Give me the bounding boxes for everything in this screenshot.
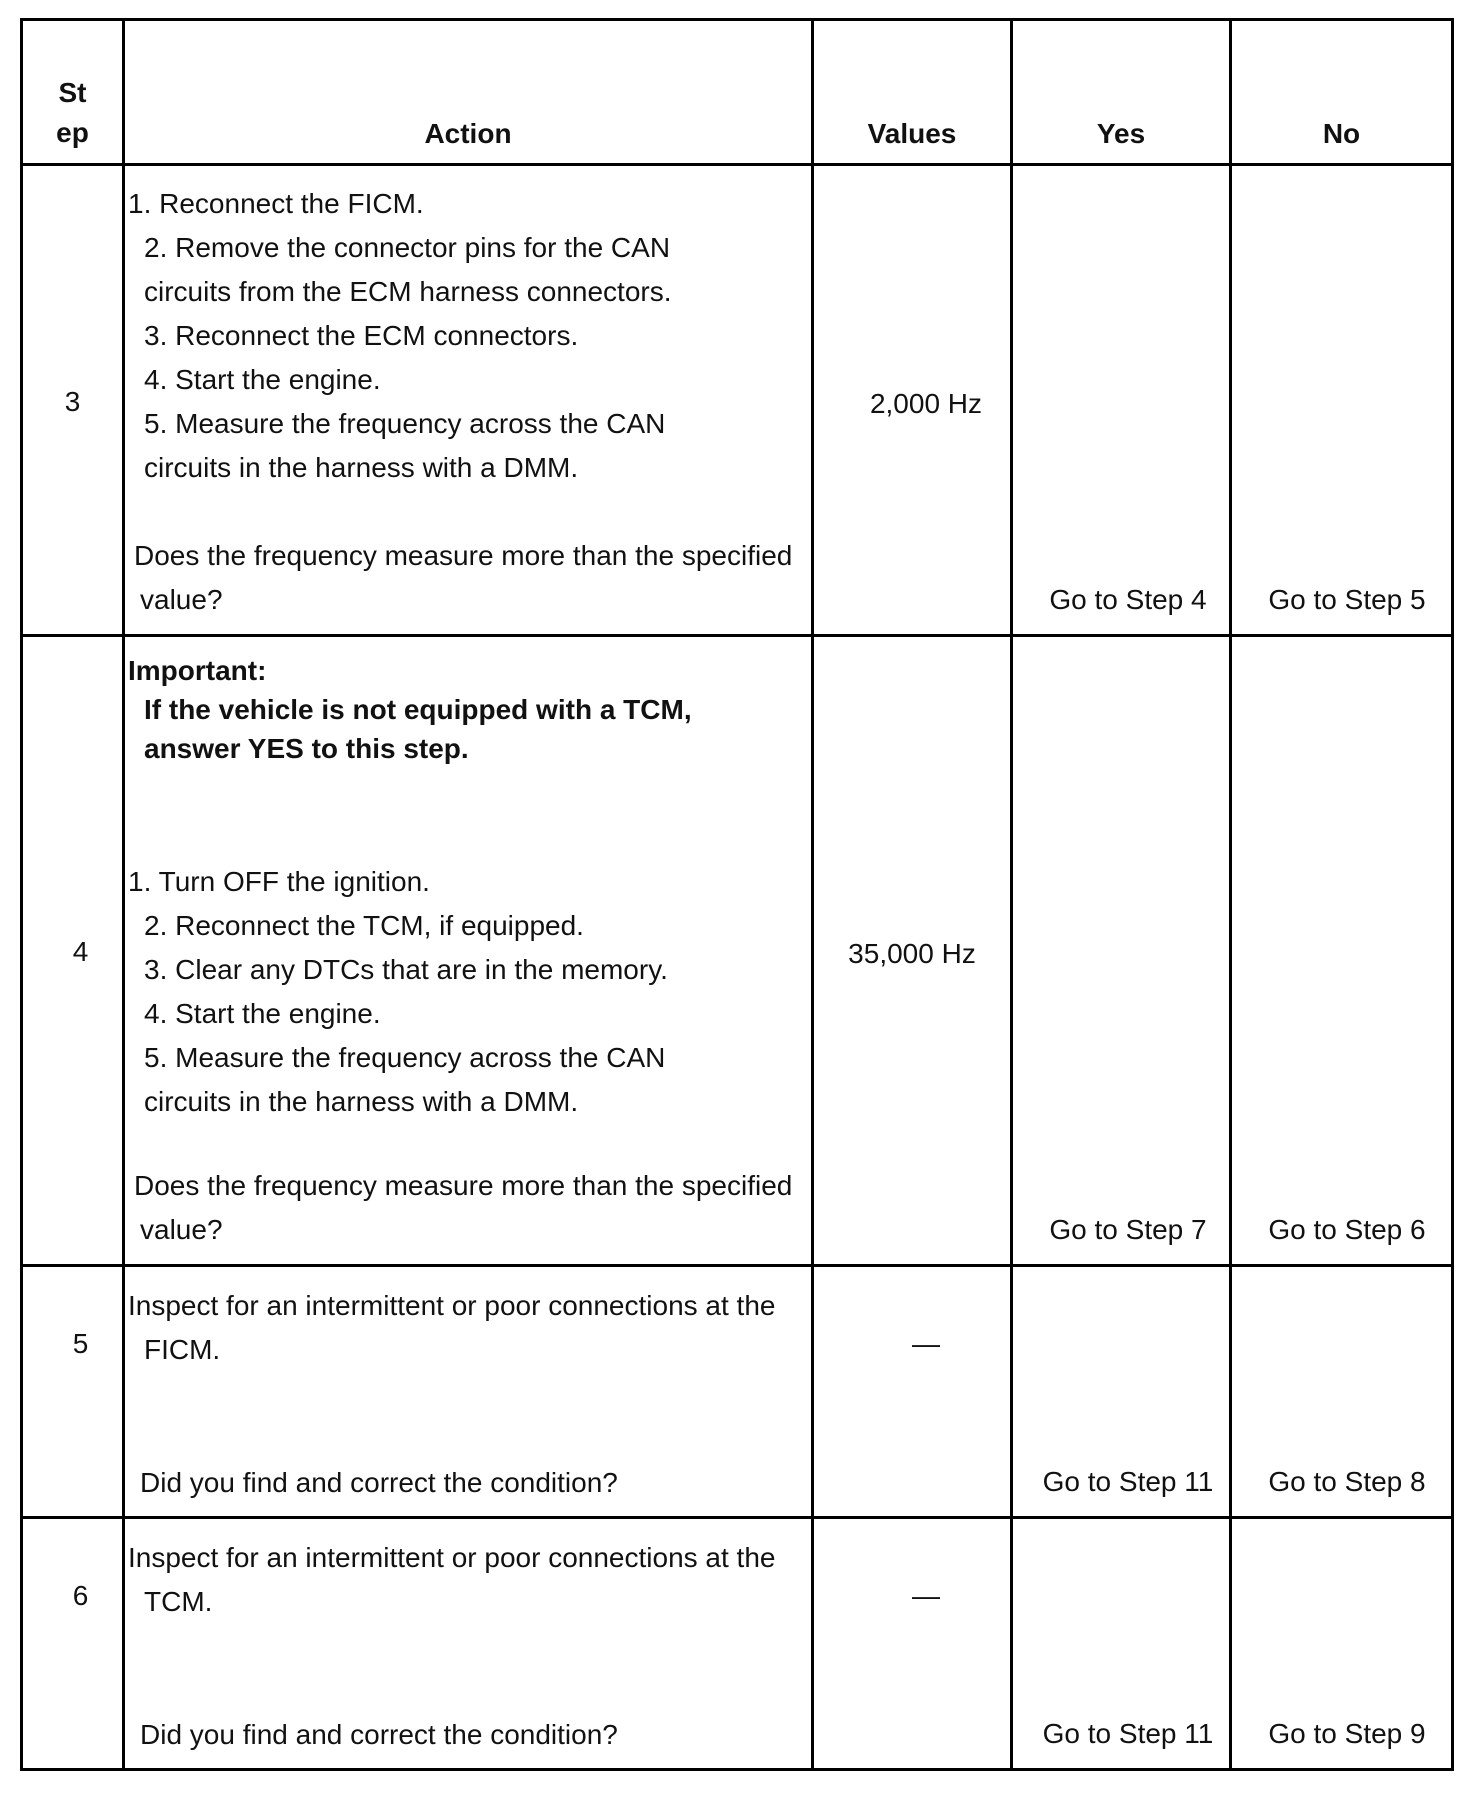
action-steps xyxy=(128,860,668,1124)
important-label: Important: xyxy=(128,655,267,686)
table-border-left xyxy=(20,18,23,1771)
yes-next-step: Go to Step 4 xyxy=(1049,584,1207,615)
yes-next-step: Go to Step 11 xyxy=(1042,1466,1214,1497)
step-number: 3 xyxy=(64,386,81,417)
step-number: 5 xyxy=(72,1328,89,1359)
no-next-step: Go to Step 9 xyxy=(1268,1718,1426,1749)
header-step xyxy=(23,73,122,153)
action-steps xyxy=(128,1536,775,1624)
action-line: 3. Reconnect the ECM connectors. xyxy=(144,320,579,351)
row-divider-header xyxy=(20,163,1454,166)
action-line: Inspect for an intermittent or poor connections at the xyxy=(128,1290,776,1321)
step-number: 6 xyxy=(72,1580,89,1611)
table-border-top xyxy=(20,18,1454,21)
yes-next-step: Go to Step 11 xyxy=(1042,1718,1214,1749)
important-line: If the vehicle is not equipped with a TCM, xyxy=(144,694,692,725)
yes-next-step: Go to Step 7 xyxy=(1049,1214,1207,1245)
column-divider-yes xyxy=(1229,18,1232,1771)
column-divider-values xyxy=(1010,18,1013,1771)
question-line: Did you find and correct the condition? xyxy=(140,1467,618,1498)
header-no: No xyxy=(1322,118,1361,149)
action-line: 1. Turn OFF the ignition. xyxy=(128,866,430,897)
important-line: answer YES to this step. xyxy=(144,733,469,764)
action-line: 4. Start the engine. xyxy=(144,364,381,395)
column-divider-step xyxy=(122,18,125,1771)
row-divider-step3 xyxy=(20,634,1454,637)
action-line: 1. Reconnect the FICM. xyxy=(128,188,424,219)
action-line: 5. Measure the frequency across the CAN xyxy=(144,408,666,439)
question-line: Does the frequency measure more than the specified xyxy=(134,1170,793,1201)
header-step-line2: ep xyxy=(56,117,89,148)
important-note xyxy=(128,651,692,768)
action-line: 2. Remove the connector pins for the CAN xyxy=(144,232,671,263)
action-line: 3. Clear any DTCs that are in the memory. xyxy=(144,954,668,985)
value: 2,000 Hz xyxy=(869,388,983,419)
action-line: 5. Measure the frequency across the CAN xyxy=(144,1042,666,1073)
action-line: circuits in the harness with a DMM. xyxy=(144,452,579,483)
row-divider-step5 xyxy=(20,1516,1454,1519)
value: 35,000 Hz xyxy=(848,938,976,969)
value: — xyxy=(912,1328,940,1359)
step-number: 4 xyxy=(72,936,89,967)
header-values: Values xyxy=(867,118,957,149)
action-steps xyxy=(128,1284,775,1372)
action-line: Inspect for an intermittent or poor connections at the xyxy=(128,1542,776,1573)
table-border-bottom xyxy=(20,1768,1454,1771)
question-line: Did you find and correct the condition? xyxy=(140,1719,618,1750)
question-line: value? xyxy=(140,1214,223,1245)
header-yes: Yes xyxy=(1096,118,1146,149)
action-question xyxy=(140,1713,618,1757)
no-next-step: Go to Step 8 xyxy=(1268,1466,1426,1497)
column-divider-action xyxy=(811,18,814,1771)
action-line: FICM. xyxy=(144,1334,221,1365)
value: — xyxy=(912,1580,940,1611)
question-line: value? xyxy=(140,584,223,615)
action-line: circuits in the harness with a DMM. xyxy=(144,1086,579,1117)
action-steps xyxy=(128,182,672,490)
no-next-step: Go to Step 6 xyxy=(1268,1214,1426,1245)
diagnostic-table xyxy=(20,18,1454,1771)
table-border-right xyxy=(1451,18,1454,1771)
action-line: 4. Start the engine. xyxy=(144,998,381,1029)
header-step-line1: St xyxy=(58,77,87,108)
no-next-step: Go to Step 5 xyxy=(1268,584,1426,615)
header-action: Action xyxy=(424,118,512,149)
action-line: TCM. xyxy=(144,1586,213,1617)
row-divider-step4 xyxy=(20,1264,1454,1267)
action-line: 2. Reconnect the TCM, if equipped. xyxy=(144,910,584,941)
action-question xyxy=(134,1164,792,1252)
question-line: Does the frequency measure more than the specified xyxy=(134,540,793,571)
action-question xyxy=(134,534,792,622)
action-question xyxy=(140,1461,618,1505)
action-line: circuits from the ECM harness connectors. xyxy=(144,276,672,307)
